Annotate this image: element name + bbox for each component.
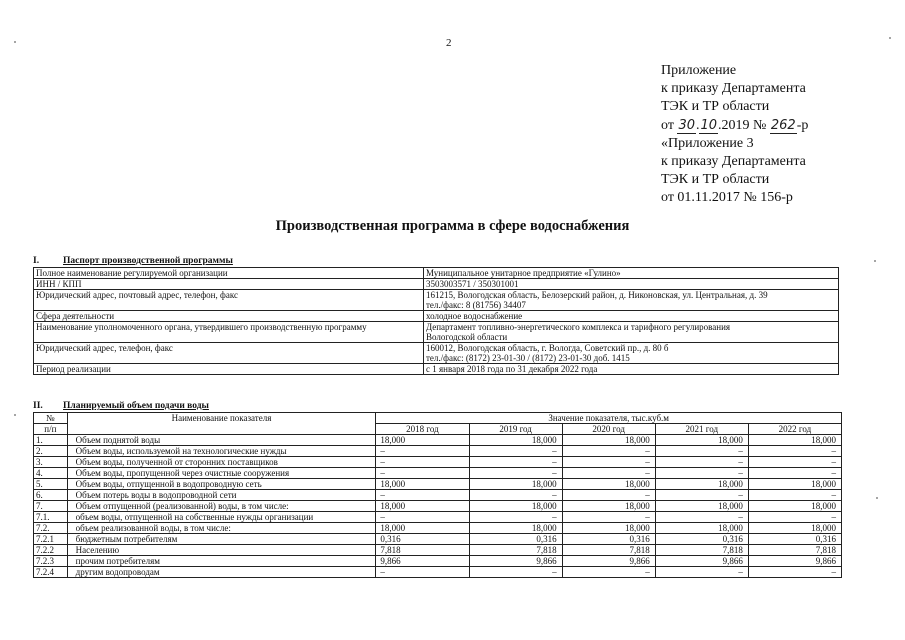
- indicator-name: Объем воды, пропущенной через очистные сооружения: [67, 468, 376, 479]
- water-volume-table: [33, 412, 842, 578]
- indicator-value: 9,866: [562, 556, 655, 567]
- row-number: 5.: [34, 479, 68, 490]
- indicator-value: –: [748, 457, 841, 468]
- passport-value: [424, 290, 839, 311]
- indicator-value: –: [748, 512, 841, 523]
- table-row: [34, 501, 842, 512]
- indicator-value: 7,818: [748, 545, 841, 556]
- table-row: [34, 322, 839, 343]
- indicator-value: 18,000: [655, 523, 748, 534]
- table-row: [34, 268, 839, 279]
- section-title: Паспорт производственной программы: [63, 256, 233, 266]
- indicator-value: –: [469, 457, 562, 468]
- passport-label: Период реализации: [34, 364, 424, 375]
- passport-label: Наименование уполномоченного органа, утвердившего производственную программу: [34, 322, 424, 343]
- handwritten-day: 30: [678, 117, 695, 133]
- passport-label: Юридический адрес, почтовый адрес, телефон, факс: [34, 290, 424, 311]
- indicator-value: 7,818: [469, 545, 562, 556]
- indicator-name: Объем отпущенной (реализованной) воды, в том числе:: [67, 501, 376, 512]
- indicator-value: 18,000: [469, 501, 562, 512]
- table-row: [34, 435, 842, 446]
- appendix-line: от 01.11.2017 № 156-р: [661, 190, 793, 206]
- indicator-value: –: [655, 468, 748, 479]
- indicator-value: –: [376, 457, 469, 468]
- indicator-value: 18,000: [376, 523, 469, 534]
- indicator-value: –: [469, 468, 562, 479]
- indicator-value: –: [655, 512, 748, 523]
- indicator-value: 18,000: [376, 501, 469, 512]
- indicator-name: Объем воды, используемой на технологические нужды: [67, 446, 376, 457]
- indicator-value: –: [748, 567, 841, 578]
- indicator-value: 18,000: [562, 523, 655, 534]
- indicator-name: бюджетным потребителям: [67, 534, 376, 545]
- date-prefix: от: [661, 117, 674, 133]
- header-year: 2019 год: [469, 424, 562, 435]
- table-row: [34, 468, 842, 479]
- indicator-value: –: [469, 512, 562, 523]
- row-number: 7.1.: [34, 512, 68, 523]
- row-number: 7.2.4: [34, 567, 68, 578]
- indicator-value: 18,000: [748, 501, 841, 512]
- indicator-name: Объем поднятой воды: [67, 435, 376, 446]
- indicator-value: –: [748, 468, 841, 479]
- indicator-value: 18,000: [376, 435, 469, 446]
- appendix-block: [661, 62, 896, 208]
- indicator-value: –: [655, 490, 748, 501]
- indicator-value: –: [376, 512, 469, 523]
- date-year: .2019 №: [718, 117, 767, 133]
- table-row: [34, 446, 842, 457]
- indicator-value: 18,000: [655, 435, 748, 446]
- indicator-value: 9,866: [655, 556, 748, 567]
- passport-label: ИНН / КПП: [34, 279, 424, 290]
- scan-speck: [14, 414, 16, 416]
- indicator-value: –: [562, 512, 655, 523]
- appendix-line: «Приложение 3: [661, 135, 754, 151]
- section-title: Планируемый объем подачи воды: [63, 401, 209, 411]
- indicator-value: 18,000: [562, 435, 655, 446]
- indicator-value: 18,000: [469, 479, 562, 490]
- indicator-name: объем реализованной воды, в том числе:: [67, 523, 376, 534]
- table-row: [34, 279, 839, 290]
- indicator-value: 0,316: [655, 534, 748, 545]
- indicator-value: 18,000: [655, 501, 748, 512]
- indicator-value: –: [376, 468, 469, 479]
- table-row: [34, 479, 842, 490]
- scan-speck: [14, 41, 16, 43]
- header-num: №: [34, 413, 68, 424]
- row-number: 6.: [34, 490, 68, 501]
- indicator-name: Объем воды, полученной от сторонних поставщиков: [67, 457, 376, 468]
- indicator-value: –: [655, 567, 748, 578]
- header-year: 2018 год: [376, 424, 469, 435]
- table-row: [34, 311, 839, 322]
- indicator-name: Объем потерь воды в водопроводной сети: [67, 490, 376, 501]
- row-number: 7.2.3: [34, 556, 68, 567]
- header-year: 2022 год: [748, 424, 841, 435]
- indicator-value: –: [562, 567, 655, 578]
- passport-value: [424, 279, 839, 290]
- passport-value-line: холодное водоснабжение: [426, 311, 523, 321]
- header-indicator-name: Наименование показателя: [67, 413, 376, 435]
- table-row: [34, 556, 842, 567]
- passport-value: [424, 268, 839, 279]
- scan-speck: [889, 37, 891, 39]
- page-number: 2: [446, 37, 452, 49]
- header-year: 2021 год: [655, 424, 748, 435]
- indicator-value: –: [376, 446, 469, 457]
- indicator-value: 18,000: [562, 501, 655, 512]
- table-row: [34, 523, 842, 534]
- table-row: [34, 512, 842, 523]
- table-row: [34, 490, 842, 501]
- indicator-value: –: [562, 457, 655, 468]
- passport-value: [424, 343, 839, 364]
- appendix-line: Приложение: [661, 63, 737, 78]
- passport-value-line: 161215, Вологодская область, Белозерский район, д. Никоновская, ул. Центральная, д. 39: [426, 290, 768, 300]
- header-year: 2020 год: [562, 424, 655, 435]
- table-row: [34, 290, 839, 311]
- table-row: [34, 364, 839, 375]
- indicator-value: –: [469, 567, 562, 578]
- indicator-value: –: [469, 446, 562, 457]
- indicator-value: –: [562, 468, 655, 479]
- indicator-value: 7,818: [655, 545, 748, 556]
- indicator-value: 9,866: [748, 556, 841, 567]
- order-suffix: -р: [796, 117, 809, 133]
- passport-label: Сфера деятельности: [34, 311, 424, 322]
- indicator-value: 7,818: [562, 545, 655, 556]
- section-2-heading: [33, 401, 209, 411]
- indicator-name: другим водопроводам: [67, 567, 376, 578]
- table-row: [34, 343, 839, 364]
- indicator-value: –: [469, 490, 562, 501]
- passport-value-line: тел./факс: 8 (81756) 34407: [426, 300, 526, 310]
- passport-value-line: Вологодской области: [426, 332, 508, 342]
- indicator-name: прочим потребителям: [67, 556, 376, 567]
- passport-value: [424, 364, 839, 375]
- indicator-name: объем воды, отпущенной на собственные нужды организации: [67, 512, 376, 523]
- row-number: 7.2.2: [34, 545, 68, 556]
- row-number: 7.: [34, 501, 68, 512]
- passport-value-line: 160012, Вологодская область, г. Вологда, Советский пр., д. 80 б: [426, 343, 669, 353]
- section-1-heading: [33, 256, 233, 266]
- indicator-name: Объем воды, отпущенной в водопроводную сеть: [67, 479, 376, 490]
- indicator-value: 18,000: [655, 479, 748, 490]
- indicator-value: –: [376, 567, 469, 578]
- table-row: [34, 545, 842, 556]
- passport-value-line: 3503003571 / 350301001: [426, 279, 519, 289]
- indicator-value: 18,000: [748, 435, 841, 446]
- date-separator: .: [695, 117, 700, 133]
- indicator-value: 18,000: [469, 523, 562, 534]
- row-number: 7.2.1: [34, 534, 68, 545]
- handwritten-order-number: 262: [770, 117, 796, 133]
- row-number: 3.: [34, 457, 68, 468]
- row-number: 1.: [34, 435, 68, 446]
- header-value: Значение показателя, тыс.куб.м: [376, 413, 842, 424]
- indicator-value: 7,818: [376, 545, 469, 556]
- indicator-value: 18,000: [376, 479, 469, 490]
- indicator-value: –: [376, 490, 469, 501]
- table-row: [34, 567, 842, 578]
- indicator-value: 18,000: [748, 523, 841, 534]
- indicator-value: –: [562, 446, 655, 457]
- document-title: Производственная программа в сфере водоснабжения: [275, 218, 630, 234]
- indicator-value: 9,866: [376, 556, 469, 567]
- table-row: [34, 534, 842, 545]
- table-row: [34, 457, 842, 468]
- section-number: I.: [33, 256, 40, 266]
- appendix-date-line: [661, 117, 896, 135]
- passport-table: [33, 267, 839, 375]
- indicator-value: 18,000: [748, 479, 841, 490]
- appendix-line: ТЭК и ТР области: [661, 172, 770, 188]
- passport-value-line: тел./факс: (8172) 23-01-30 / (8172) 23-01-30 доб. 1415: [426, 353, 630, 363]
- appendix-line: к приказу Департамента: [661, 81, 806, 97]
- indicator-value: –: [748, 490, 841, 501]
- indicator-value: 0,316: [376, 534, 469, 545]
- indicator-value: 18,000: [562, 479, 655, 490]
- passport-value: [424, 311, 839, 322]
- passport-label: Юридический адрес, телефон, факс: [34, 343, 424, 364]
- passport-value: [424, 322, 839, 343]
- indicator-value: 0,316: [469, 534, 562, 545]
- indicator-value: 0,316: [562, 534, 655, 545]
- indicator-value: –: [748, 446, 841, 457]
- handwritten-month: 10: [700, 117, 718, 133]
- scan-speck: [874, 260, 876, 262]
- table-header-row: [34, 413, 842, 424]
- row-number: 4.: [34, 468, 68, 479]
- passport-value-line: Департамент топливно-энергетического комплекса и тарифного регулирования: [426, 322, 731, 332]
- indicator-value: –: [655, 457, 748, 468]
- indicator-value: 9,866: [469, 556, 562, 567]
- indicator-name: Населению: [67, 545, 376, 556]
- indicator-value: –: [562, 490, 655, 501]
- scan-speck: [876, 497, 878, 499]
- passport-value-line: с 1 января 2018 года по 31 декабря 2022 года: [426, 364, 598, 374]
- row-number: 7.2.: [34, 523, 68, 534]
- appendix-line: к приказу Департамента: [661, 154, 806, 170]
- passport-value-line: Муниципальное унитарное предприятие «Гулино»: [426, 268, 621, 278]
- indicator-value: 0,316: [748, 534, 841, 545]
- header-num-2: п/п: [34, 424, 68, 435]
- section-number: II.: [33, 401, 43, 411]
- indicator-value: –: [655, 446, 748, 457]
- passport-label: Полное наименование регулируемой организации: [34, 268, 424, 279]
- indicator-value: 18,000: [469, 435, 562, 446]
- appendix-line: ТЭК и ТР области: [661, 99, 770, 115]
- row-number: 2.: [34, 446, 68, 457]
